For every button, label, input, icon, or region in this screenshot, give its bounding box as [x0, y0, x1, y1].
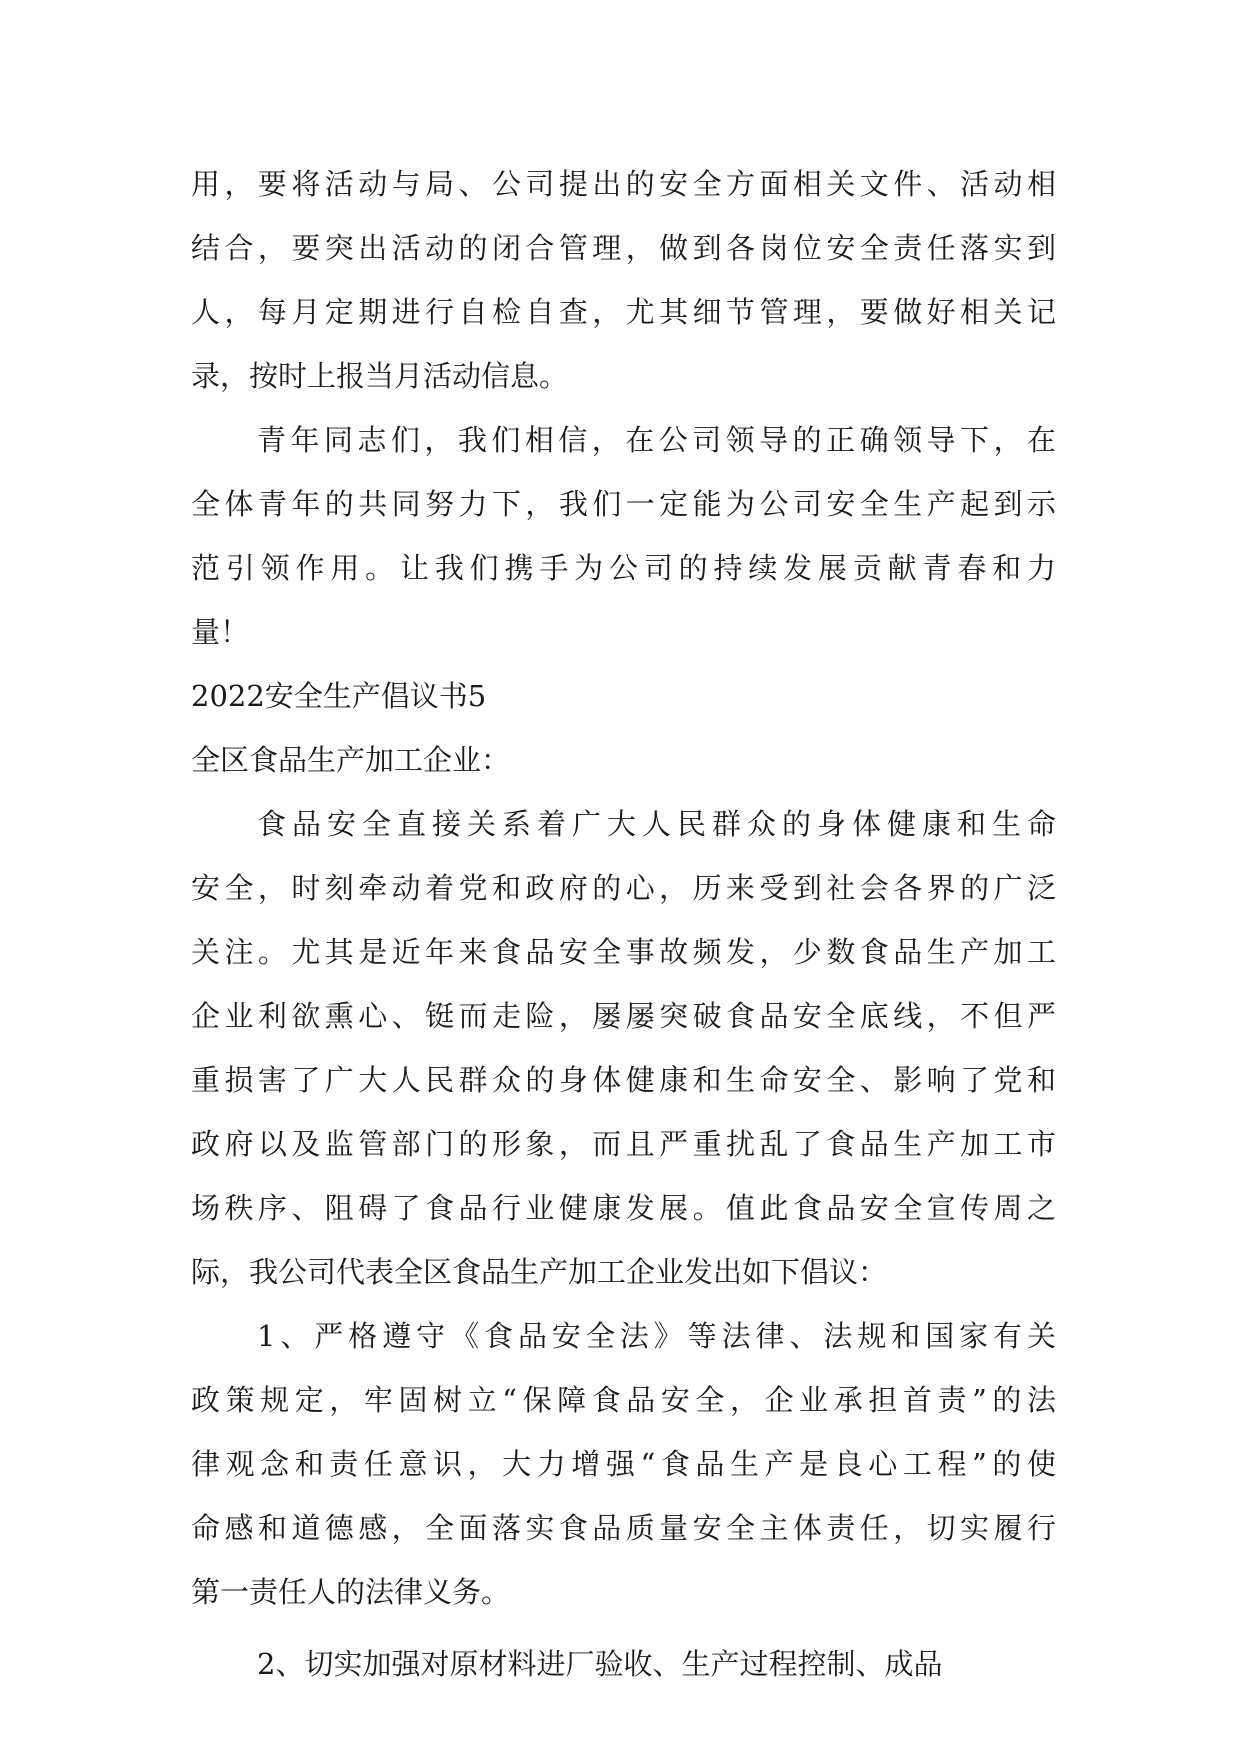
text-line: 1、严格遵守《食品安全法》等法律、法规和国家有关: [257, 1319, 1056, 1353]
text-line: 2、切实加强对原材料进厂验收、生产过程控制、成品: [257, 1647, 943, 1681]
text-line: 第一责任人的法律义务。: [191, 1575, 511, 1609]
text-line: 用，要将活动与局、公司提出的安全方面相关文件、活动相: [191, 167, 1056, 201]
paragraph-gap: [191, 1624, 1056, 1632]
text-line: 律观念和责任意识，大力增强“食品生产是良心工程”的使: [191, 1447, 1056, 1481]
text-line: 重损害了广大人民群众的身体健康和生命安全、影响了党和: [191, 1063, 1056, 1097]
text-line: 际，我公司代表全区食品生产加工企业发出如下倡议：: [191, 1255, 888, 1289]
text-line: 企业利欲熏心、铤而走险，屡屡突破食品安全底线，不但严: [191, 999, 1056, 1033]
text-line: 全区食品生产加工企业：: [191, 743, 511, 777]
text-line: 量！: [191, 615, 250, 649]
text-line: 全体青年的共同努力下，我们一定能为公司安全生产起到示: [191, 487, 1056, 521]
paragraph-salutation: [191, 728, 1056, 792]
paragraph-p1: [191, 152, 1056, 408]
paragraph-p4: [191, 1304, 1056, 1624]
paragraph-title: [191, 664, 1056, 728]
text-line: 2022安全生产倡议书5: [191, 679, 487, 713]
text-line: 范引领作用。让我们携手为公司的持续发展贡献青春和力: [191, 551, 1056, 585]
text-line: 人，每月定期进行自检自查，尤其细节管理，要做好相关记: [191, 295, 1056, 329]
document-page: [191, 152, 1056, 1696]
text-line: 政策规定，牢固树立“保障食品安全，企业承担首责”的法: [191, 1383, 1056, 1417]
text-line: 录，按时上报当月活动信息。: [191, 359, 569, 393]
text-line: 食品安全直接关系着广大人民群众的身体健康和生命: [257, 807, 1056, 841]
text-line: 结合，要突出活动的闭合管理，做到各岗位安全责任落实到: [191, 231, 1056, 265]
paragraph-p2: [191, 408, 1056, 664]
text-line: 青年同志们，我们相信，在公司领导的正确领导下，在: [257, 423, 1056, 457]
text-line: 关注。尤其是近年来食品安全事故频发，少数食品生产加工: [191, 935, 1056, 969]
paragraph-p5: [191, 1632, 1056, 1696]
text-line: 场秩序、阻碍了食品行业健康发展。值此食品安全宣传周之: [191, 1191, 1056, 1225]
text-line: 政府以及监管部门的形象，而且严重扰乱了食品生产加工市: [191, 1127, 1056, 1161]
text-line: 安全，时刻牵动着党和政府的心，历来受到社会各界的广泛: [191, 871, 1056, 905]
text-line: 命感和道德感，全面落实食品质量安全主体责任，切实履行: [191, 1511, 1056, 1545]
paragraph-p3: [191, 792, 1056, 1304]
